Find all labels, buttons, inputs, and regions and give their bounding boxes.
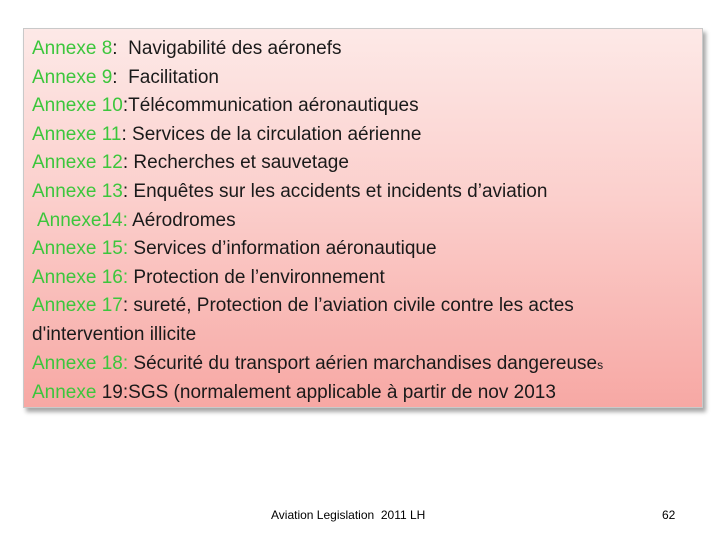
annex-title-tail: s <box>597 357 604 372</box>
annex-separator: : <box>122 295 134 317</box>
annex-line <box>32 35 694 64</box>
annex-title: Navigabilité des aéronefs <box>128 38 342 59</box>
annex-separator: : <box>122 95 129 117</box>
annex-title: 19:SGS (normalement applicable à partir de nov 2013 <box>101 382 556 404</box>
annex-number: Annexe <box>32 382 97 404</box>
annex-number: Annexe 18: <box>32 352 129 374</box>
annex-number: Annexe 12 <box>32 152 123 174</box>
annex-number: Annexe 9 <box>32 66 113 88</box>
annex-title: Recherches et sauvetage <box>133 152 349 174</box>
annex-line <box>32 121 694 150</box>
annex-line <box>32 149 694 178</box>
annex-line-continuation <box>32 321 694 350</box>
annex-separator: : <box>121 123 133 145</box>
annex-title: sureté, Protection de l’aviation civile contre les actes <box>133 295 574 317</box>
annex-line <box>32 207 694 236</box>
annex-number: Annexe 15: <box>32 238 129 260</box>
annex-title: d'intervention illicite <box>32 323 197 345</box>
annex-number: Annexe 10 <box>32 95 123 117</box>
annex-number: Annexe 16: <box>32 266 129 288</box>
annex-separator: : <box>112 38 129 59</box>
annex-title: Facilitation <box>128 66 219 88</box>
annex-separator: : <box>122 152 134 174</box>
footer-text: Aviation Legislation 2011 LH <box>271 508 426 522</box>
annex-separator: : <box>112 66 129 88</box>
annex-line <box>32 92 694 121</box>
annex-number: Annexe 17 <box>32 295 123 317</box>
annex-line <box>32 178 694 207</box>
annex-separator: : <box>122 180 134 202</box>
page-number: 62 <box>662 508 676 522</box>
annex-number: Annexe 13 <box>32 180 123 202</box>
annex-title: Protection de l’environnement <box>133 266 385 288</box>
annex-line <box>32 264 694 293</box>
annex-number: Annexe 8 <box>32 38 113 59</box>
annex-title: Sécurité du transport aérien marchandises dangereuse <box>133 352 598 374</box>
annex-number: Annexe 11 <box>32 123 122 145</box>
annex-title: Services d’information aéronautique <box>133 238 437 260</box>
annex-line <box>32 379 694 408</box>
annex-line <box>32 64 694 93</box>
annex-title: Enquêtes sur les accidents et incidents d’aviation <box>133 180 548 202</box>
annex-line <box>32 292 694 321</box>
annex-title: Télécommunication aéronautiques <box>128 95 419 117</box>
annex-line <box>32 235 694 264</box>
annex-title: Services de la circulation aérienne <box>132 123 422 145</box>
annex-title: Aérodromes <box>132 209 236 231</box>
annex-number: Annexe14: <box>37 209 128 231</box>
annex-line <box>32 350 694 380</box>
annex-list-box <box>23 28 703 408</box>
annex-list <box>32 35 694 408</box>
